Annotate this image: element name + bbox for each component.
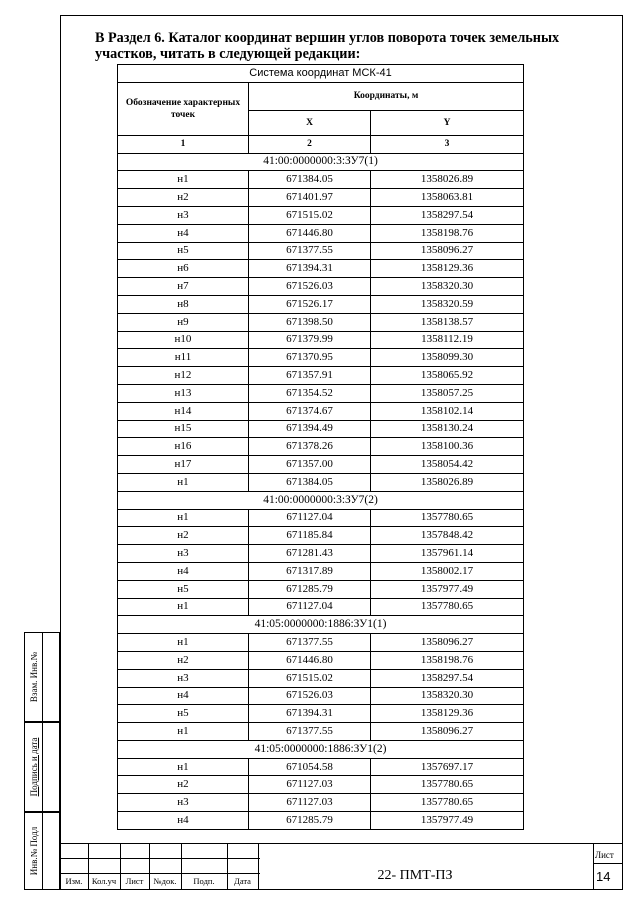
table-row [118, 171, 524, 189]
coordinate-system-label: Система координат МСК-41 [118, 65, 524, 83]
x-coordinate-cell: 671377.55 [249, 242, 371, 260]
table-row [118, 705, 524, 723]
point-name-cell: н1 [118, 473, 249, 491]
table-row [118, 651, 524, 669]
point-name-cell: н4 [118, 812, 249, 830]
side-stamp-signature [24, 722, 60, 812]
side-label-podpis: Подпись и дата [28, 737, 39, 797]
section-row [118, 616, 524, 634]
x-coordinate-cell: 671446.80 [249, 224, 371, 242]
y-coordinate-cell: 1358320.59 [371, 295, 524, 313]
y-coordinate-cell: 1357780.65 [371, 598, 524, 616]
table-row [118, 776, 524, 794]
column-number-2: 2 [249, 135, 371, 153]
side-label-inv: Инв.№ Подл [28, 826, 39, 876]
tb-label-data: Дата [234, 876, 251, 886]
point-name-cell: н1 [118, 634, 249, 652]
side-stamp-replacement [24, 632, 60, 722]
section-heading: В Раздел 6. Каталог координат вершин углов поворота точек земельных участков, читать в следующей редакции: [95, 30, 560, 62]
point-name-cell: н17 [118, 456, 249, 474]
table-row [118, 278, 524, 296]
point-name-cell: н5 [118, 705, 249, 723]
coordinates-column-header: Координаты, м [249, 82, 524, 110]
x-coordinate-cell: 671127.03 [249, 794, 371, 812]
table-row [118, 206, 524, 224]
point-name-cell: н4 [118, 562, 249, 580]
point-name-cell: н11 [118, 349, 249, 367]
y-coordinate-cell: 1358102.14 [371, 402, 524, 420]
x-coordinate-cell: 671054.58 [249, 758, 371, 776]
table-row [118, 545, 524, 563]
x-coordinate-cell: 671394.49 [249, 420, 371, 438]
x-coordinate-cell: 671281.43 [249, 545, 371, 563]
table-row [118, 473, 524, 491]
table-row [118, 242, 524, 260]
y-coordinate-cell: 1358054.42 [371, 456, 524, 474]
table-row [118, 634, 524, 652]
point-name-cell: н1 [118, 509, 249, 527]
y-coordinate-cell: 1358297.54 [371, 206, 524, 224]
points-column-header: Обозначение характерных точек [118, 82, 249, 135]
y-coordinate-cell: 1358198.76 [371, 651, 524, 669]
side-label-vzam: Взам. Инв.№ [28, 651, 39, 703]
x-coordinate-cell: 671378.26 [249, 438, 371, 456]
table-row [118, 331, 524, 349]
point-name-cell: н5 [118, 242, 249, 260]
table-row [118, 794, 524, 812]
y-coordinate-cell: 1357961.14 [371, 545, 524, 563]
y-coordinate-cell: 1358112.19 [371, 331, 524, 349]
y-coordinate-cell: 1358026.89 [371, 171, 524, 189]
x-coordinate-cell: 671394.31 [249, 705, 371, 723]
y-column-header: Y [371, 110, 524, 135]
y-coordinate-cell: 1358026.89 [371, 473, 524, 491]
x-coordinate-cell: 671377.55 [249, 634, 371, 652]
table-row [118, 723, 524, 741]
y-coordinate-cell: 1358198.76 [371, 224, 524, 242]
parcel-section-title: 41:05:0000000:1886:ЗУ1(2) [118, 740, 524, 758]
table-row [118, 580, 524, 598]
table-row [118, 456, 524, 474]
point-name-cell: н14 [118, 402, 249, 420]
table-row [118, 812, 524, 830]
x-coordinate-cell: 671446.80 [249, 651, 371, 669]
x-coordinate-cell: 671515.02 [249, 206, 371, 224]
point-name-cell: н1 [118, 598, 249, 616]
point-name-cell: н9 [118, 313, 249, 331]
point-name-cell: н3 [118, 669, 249, 687]
y-coordinate-cell: 1358096.27 [371, 242, 524, 260]
table-row [118, 384, 524, 402]
x-coordinate-cell: 671185.84 [249, 527, 371, 545]
y-coordinate-cell: 1358096.27 [371, 634, 524, 652]
x-column-header: X [249, 110, 371, 135]
x-coordinate-cell: 671377.55 [249, 723, 371, 741]
point-name-cell: н12 [118, 367, 249, 385]
x-coordinate-cell: 671127.03 [249, 776, 371, 794]
y-coordinate-cell: 1358099.30 [371, 349, 524, 367]
point-name-cell: н1 [118, 171, 249, 189]
table-row [118, 260, 524, 278]
y-coordinate-cell: 1358129.36 [371, 260, 524, 278]
coordinates-table [117, 64, 524, 830]
point-name-cell: н7 [118, 278, 249, 296]
point-name-cell: н3 [118, 206, 249, 224]
table-row [118, 598, 524, 616]
tb-label-ndok: №док. [153, 876, 177, 886]
point-name-cell: н2 [118, 776, 249, 794]
point-name-cell: н2 [118, 527, 249, 545]
column-number-1: 1 [118, 135, 249, 153]
point-name-cell: н2 [118, 189, 249, 207]
table-row [118, 527, 524, 545]
table-row [118, 349, 524, 367]
parcel-section-title: 41:00:0000000:3:ЗУ7(2) [118, 491, 524, 509]
point-name-cell: н5 [118, 580, 249, 598]
tb-label-podp: Подп. [193, 876, 215, 886]
x-coordinate-cell: 671526.03 [249, 687, 371, 705]
table-row [118, 669, 524, 687]
point-name-cell: н3 [118, 545, 249, 563]
point-name-cell: н10 [118, 331, 249, 349]
parcel-section-title: 41:05:0000000:1886:ЗУ1(1) [118, 616, 524, 634]
table-row [118, 367, 524, 385]
table-row [118, 295, 524, 313]
y-coordinate-cell: 1357780.65 [371, 509, 524, 527]
x-coordinate-cell: 671526.17 [249, 295, 371, 313]
x-coordinate-cell: 671374.67 [249, 402, 371, 420]
x-coordinate-cell: 671357.00 [249, 456, 371, 474]
x-coordinate-cell: 671398.50 [249, 313, 371, 331]
x-coordinate-cell: 671370.95 [249, 349, 371, 367]
sheet-number: 14 [596, 869, 611, 884]
point-name-cell: н4 [118, 687, 249, 705]
y-coordinate-cell: 1358063.81 [371, 189, 524, 207]
table-row [118, 420, 524, 438]
column-number-3: 3 [371, 135, 524, 153]
x-coordinate-cell: 671526.03 [249, 278, 371, 296]
point-name-cell: н1 [118, 758, 249, 776]
tb-label-izm: Изм. [65, 876, 83, 886]
document-code: 22- ПМТ-ПЗ [377, 868, 453, 883]
y-coordinate-cell: 1358002.17 [371, 562, 524, 580]
section-row [118, 153, 524, 171]
point-name-cell: н16 [118, 438, 249, 456]
y-coordinate-cell: 1358096.27 [371, 723, 524, 741]
table-row [118, 758, 524, 776]
y-coordinate-cell: 1358129.36 [371, 705, 524, 723]
x-coordinate-cell: 671384.05 [249, 171, 371, 189]
y-coordinate-cell: 1358320.30 [371, 687, 524, 705]
x-coordinate-cell: 671127.04 [249, 509, 371, 527]
y-coordinate-cell: 1358057.25 [371, 384, 524, 402]
y-coordinate-cell: 1358065.92 [371, 367, 524, 385]
table-row [118, 224, 524, 242]
section-row [118, 740, 524, 758]
y-coordinate-cell: 1357780.65 [371, 776, 524, 794]
y-coordinate-cell: 1358138.57 [371, 313, 524, 331]
y-coordinate-cell: 1357977.49 [371, 580, 524, 598]
section-row [118, 491, 524, 509]
x-coordinate-cell: 671127.04 [249, 598, 371, 616]
side-stamp-inventory [24, 812, 60, 890]
y-coordinate-cell: 1357977.49 [371, 812, 524, 830]
tb-label-koluch: Кол.уч [91, 876, 117, 886]
table-row [118, 189, 524, 207]
point-name-cell: н2 [118, 651, 249, 669]
point-name-cell: н3 [118, 794, 249, 812]
x-coordinate-cell: 671317.89 [249, 562, 371, 580]
y-coordinate-cell: 1358320.30 [371, 278, 524, 296]
table-row [118, 438, 524, 456]
x-coordinate-cell: 671285.79 [249, 812, 371, 830]
x-coordinate-cell: 671384.05 [249, 473, 371, 491]
point-name-cell: н15 [118, 420, 249, 438]
x-coordinate-cell: 671379.99 [249, 331, 371, 349]
sheet-label: Лист [595, 850, 614, 860]
table-row [118, 687, 524, 705]
point-name-cell: н6 [118, 260, 249, 278]
table-row [118, 509, 524, 527]
point-name-cell: н4 [118, 224, 249, 242]
y-coordinate-cell: 1358297.54 [371, 669, 524, 687]
y-coordinate-cell: 1358130.24 [371, 420, 524, 438]
point-name-cell: н13 [118, 384, 249, 402]
table-row [118, 313, 524, 331]
table-row [118, 402, 524, 420]
y-coordinate-cell: 1357848.42 [371, 527, 524, 545]
x-coordinate-cell: 671401.97 [249, 189, 371, 207]
x-coordinate-cell: 671515.02 [249, 669, 371, 687]
parcel-section-title: 41:00:0000000:3:ЗУ7(1) [118, 153, 524, 171]
x-coordinate-cell: 671354.52 [249, 384, 371, 402]
x-coordinate-cell: 671357.91 [249, 367, 371, 385]
x-coordinate-cell: 671394.31 [249, 260, 371, 278]
tb-label-list: Лист [125, 876, 144, 886]
y-coordinate-cell: 1357697.17 [371, 758, 524, 776]
point-name-cell: н1 [118, 723, 249, 741]
y-coordinate-cell: 1358100.36 [371, 438, 524, 456]
table-row [118, 562, 524, 580]
y-coordinate-cell: 1357780.65 [371, 794, 524, 812]
x-coordinate-cell: 671285.79 [249, 580, 371, 598]
point-name-cell: н8 [118, 295, 249, 313]
